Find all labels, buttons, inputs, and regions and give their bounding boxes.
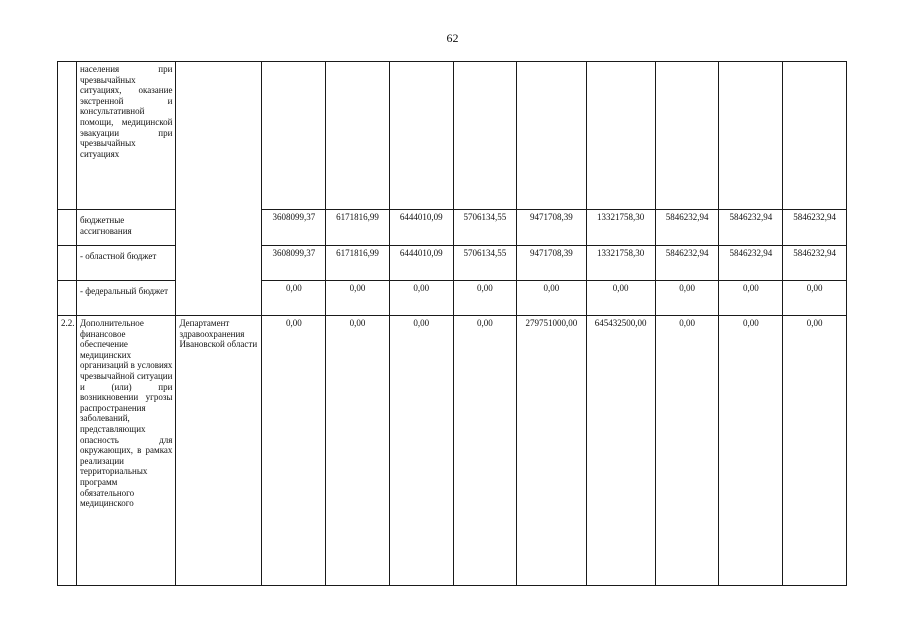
value-cell: 5846232,94 <box>719 210 783 246</box>
value-cell: 6444010,09 <box>389 246 453 281</box>
value-cell: 0,00 <box>326 281 390 316</box>
table-row <box>58 281 847 316</box>
table-row <box>58 62 847 210</box>
value-cell <box>262 62 326 210</box>
budget-table <box>57 61 847 586</box>
value-cell <box>517 62 586 210</box>
row-description: - областной бюджет <box>76 246 175 281</box>
value-cell: 3608099,37 <box>262 246 326 281</box>
value-cell: 0,00 <box>719 316 783 586</box>
value-cell: 9471708,39 <box>517 246 586 281</box>
value-cell: 6171816,99 <box>326 210 390 246</box>
table-row <box>58 246 847 281</box>
row-number <box>58 246 77 281</box>
value-cell: 6171816,99 <box>326 246 390 281</box>
row-department: Департамент здравоохранения Ивановской области <box>176 316 262 586</box>
table-row <box>58 316 847 586</box>
value-cell: 0,00 <box>586 281 655 316</box>
row-description: Дополнительное финансовое обеспечение медицинских организаций в условиях чрезвычайной ситуации и (или) при возникновении угрозы распространения заболеваний, представляющих опасность для окружающих, в рамках реализации территориальных программ обязательного медицинского <box>76 316 175 586</box>
value-cell: 0,00 <box>262 281 326 316</box>
row-number: 2.2. <box>58 316 77 586</box>
value-cell: 5846232,94 <box>783 210 847 246</box>
table-row <box>58 210 847 246</box>
value-cell: 5846232,94 <box>655 210 719 246</box>
value-cell: 3608099,37 <box>262 210 326 246</box>
value-cell: 9471708,39 <box>517 210 586 246</box>
table-body <box>58 62 847 586</box>
row-number <box>58 281 77 316</box>
value-cell: 0,00 <box>517 281 586 316</box>
page-number: 62 <box>446 31 459 45</box>
value-cell: 5706134,55 <box>453 210 517 246</box>
value-cell: 279751000,00 <box>517 316 586 586</box>
row-description: бюджетные ассигнования <box>76 210 175 246</box>
row-description: населения при чрезвычайных ситуациях, оказание экстренной и консультативной помощи, медицинской эвакуации при чрезвычайных ситуациях <box>76 62 175 210</box>
value-cell <box>783 62 847 210</box>
value-cell: 0,00 <box>389 281 453 316</box>
value-cell: 6444010,09 <box>389 210 453 246</box>
value-cell <box>655 62 719 210</box>
value-cell: 5846232,94 <box>719 246 783 281</box>
value-cell: 5846232,94 <box>655 246 719 281</box>
value-cell: 13321758,30 <box>586 246 655 281</box>
row-number <box>58 210 77 246</box>
value-cell <box>389 62 453 210</box>
value-cell: 5846232,94 <box>783 246 847 281</box>
value-cell: 5706134,55 <box>453 246 517 281</box>
value-cell <box>326 62 390 210</box>
value-cell: 0,00 <box>326 316 390 586</box>
value-cell <box>586 62 655 210</box>
value-cell: 0,00 <box>783 316 847 586</box>
row-number <box>58 62 77 210</box>
row-department <box>176 62 262 316</box>
value-cell: 0,00 <box>719 281 783 316</box>
value-cell: 0,00 <box>453 316 517 586</box>
value-cell: 0,00 <box>783 281 847 316</box>
value-cell: 645432500,00 <box>586 316 655 586</box>
value-cell <box>453 62 517 210</box>
value-cell: 0,00 <box>453 281 517 316</box>
value-cell: 0,00 <box>262 316 326 586</box>
value-cell: 0,00 <box>655 316 719 586</box>
value-cell: 0,00 <box>389 316 453 586</box>
value-cell <box>719 62 783 210</box>
row-description: - федеральный бюджет <box>76 281 175 316</box>
value-cell: 13321758,30 <box>586 210 655 246</box>
value-cell: 0,00 <box>655 281 719 316</box>
